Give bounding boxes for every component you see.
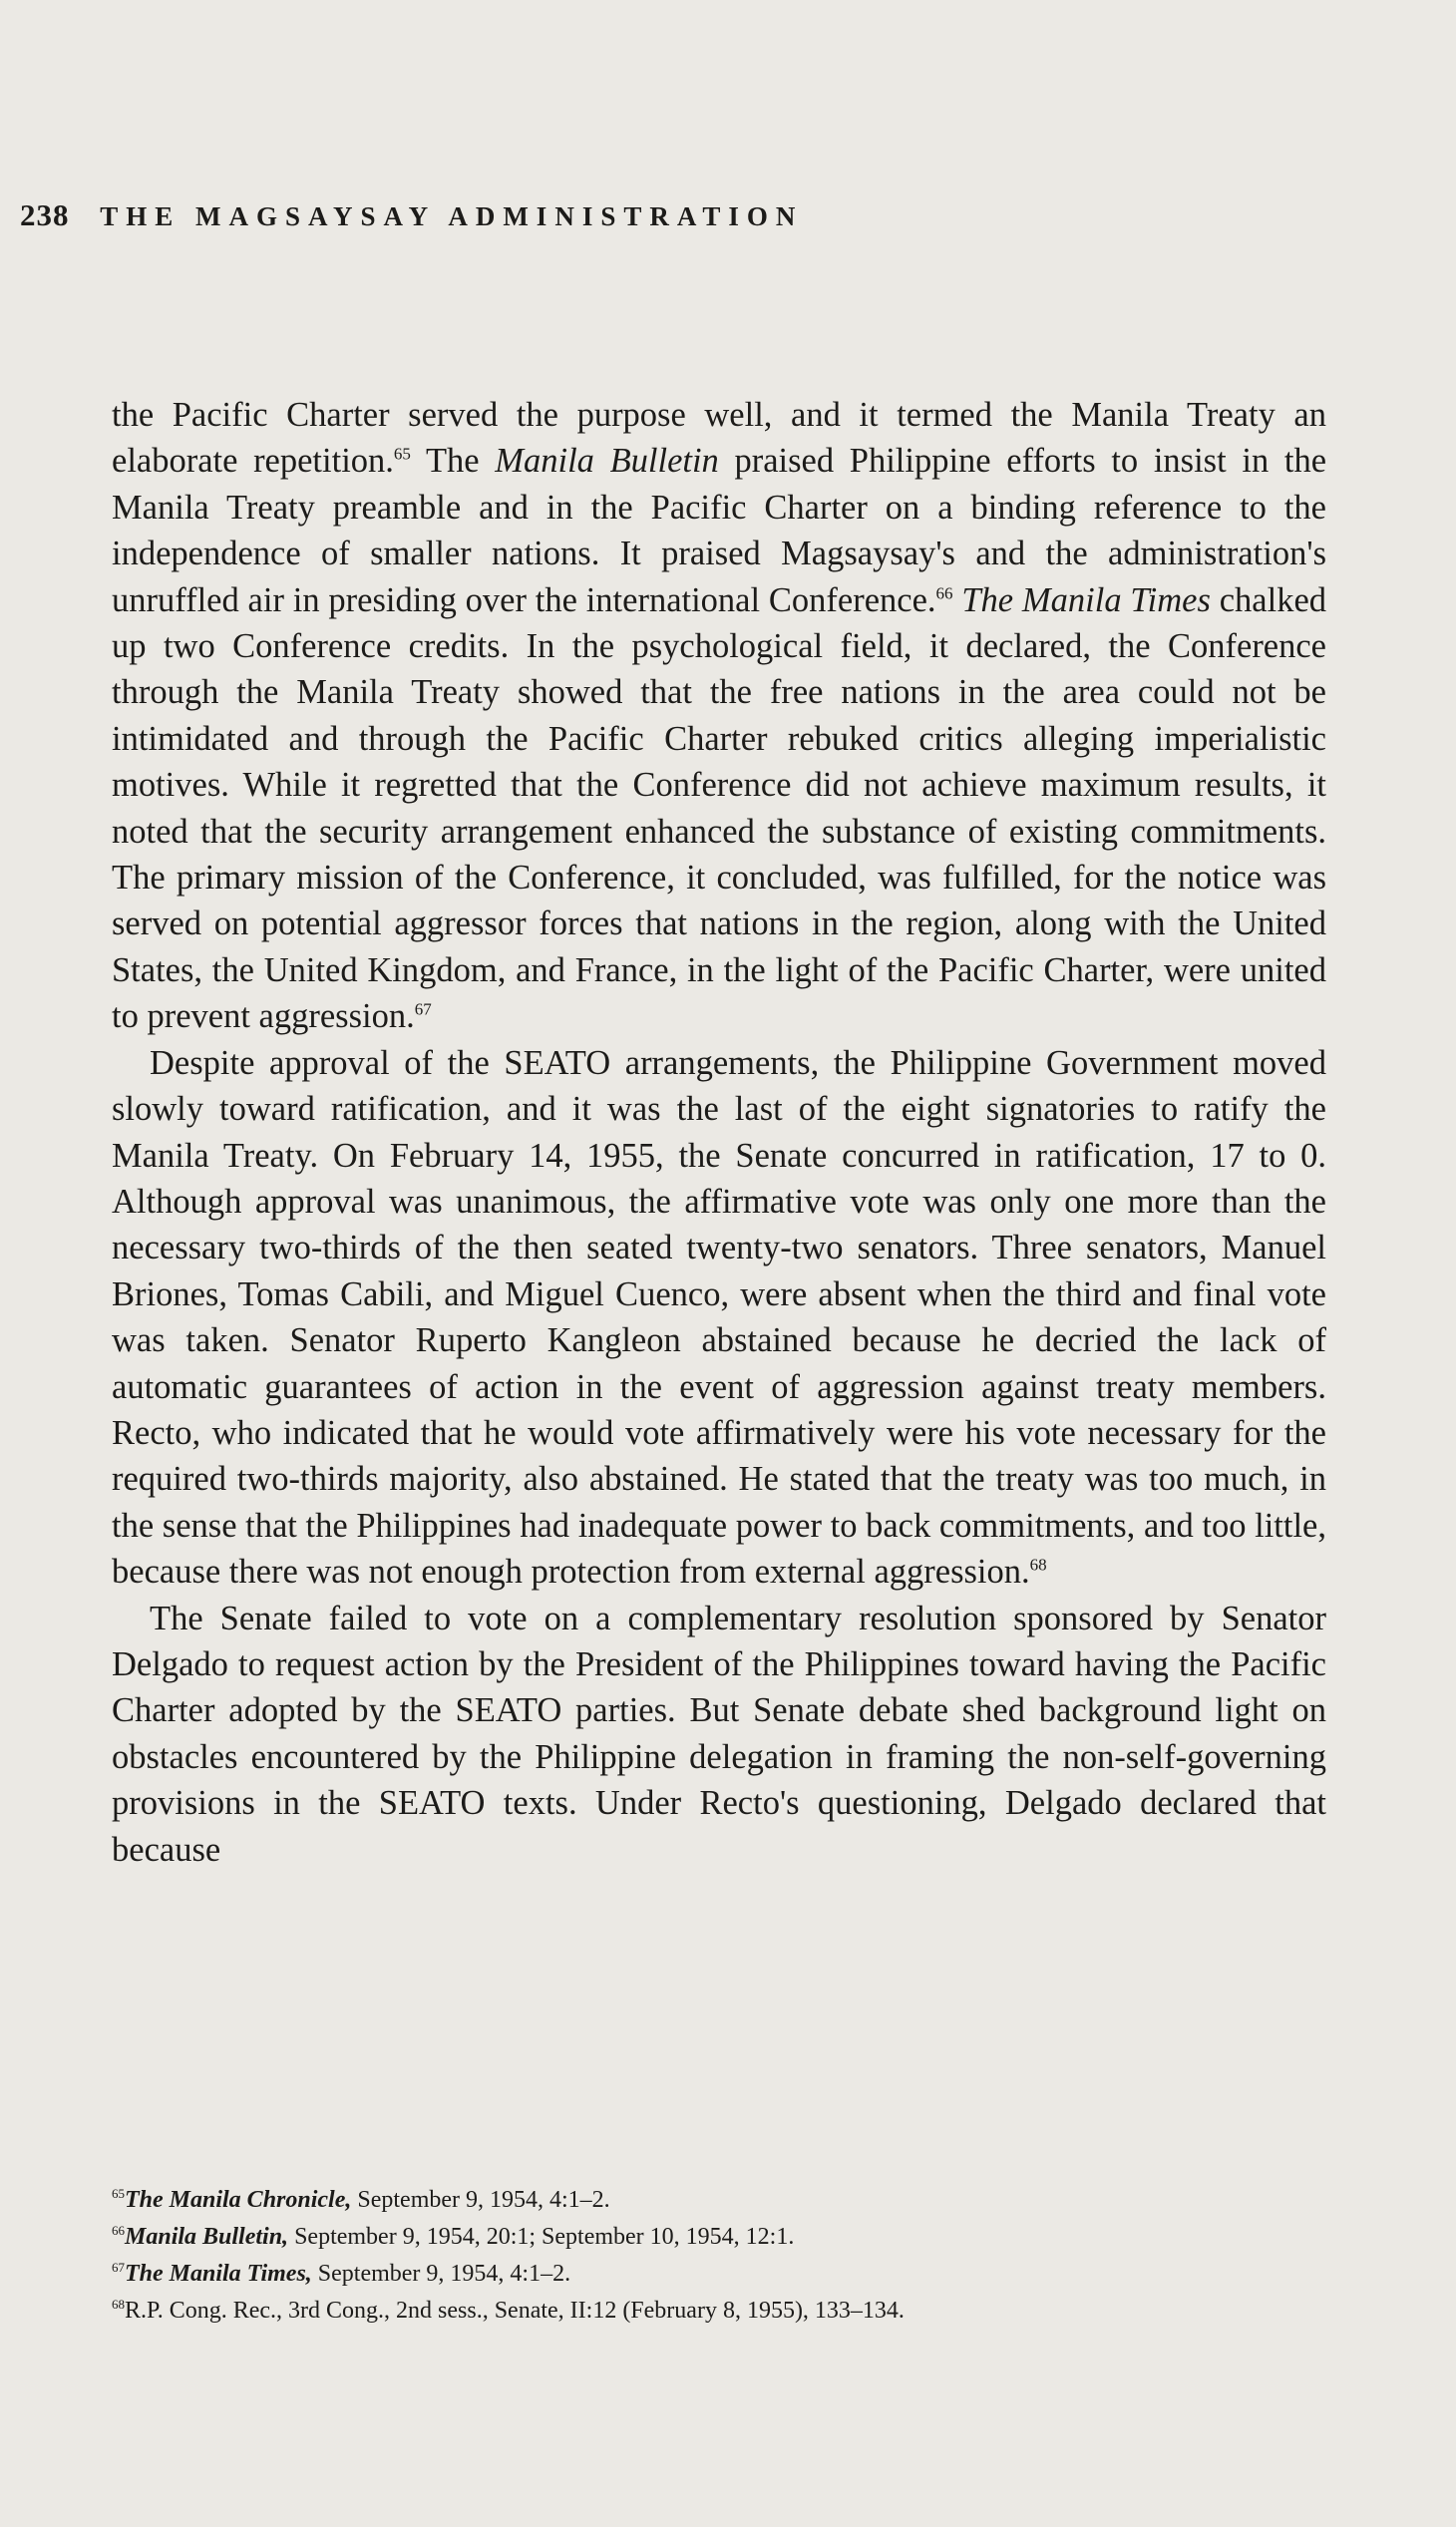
footnote [112, 2293, 1326, 2330]
footnote-source: The Manila Times, [125, 2261, 312, 2287]
footnotes [112, 2182, 1326, 2330]
paragraph-text: the Pacific Charter served the purpose well, and it termed the Manila Treaty an elaborate repetition. [112, 396, 1326, 481]
paragraph [112, 1040, 1326, 1596]
footnote [112, 2219, 1326, 2256]
footnote-ref: 65 [393, 444, 411, 464]
paragraph [112, 392, 1326, 1040]
paragraph [112, 1596, 1326, 1873]
paragraph-text: chalked up two Conference credits. In the psychological field, it declared, the Conference through the Manila Treaty showed that the free nations in the area could not be intimidated and through the Pacific Charter rebuked critics alleging imperialistic motives. While it regretted that the Conference did not achieve maximum results, it noted that the security arrangement enhanced the substance of existing commitments. The primary mission of the Conference, it concluded, was fulfilled, for the notice was served on potential aggressor forces that nations in the region, along with the United States, the United Kingdom, and France, in the light of the Pacific Charter, were united to prevent aggression. [112, 580, 1327, 1036]
footnote-number: 68 [112, 2297, 125, 2312]
footnote-text: R.P. Cong. Rec., 3rd Cong., 2nd sess., Senate, II:12 (February 8, 1955), 133–134. [125, 2298, 905, 2324]
footnote [112, 2182, 1326, 2219]
footnote-source: The Manila Chronicle, [125, 2187, 352, 2213]
footnote [112, 2256, 1326, 2293]
page-number: 238 [20, 197, 70, 232]
footnote-ref: 67 [414, 999, 432, 1019]
running-head: THE MAGSAYSAY ADMINISTRATION [100, 201, 804, 231]
paragraph-text: The [410, 442, 496, 481]
paragraph-text: Despite approval of the SEATO arrangements, the Philippine Government moved slowly toward ratification, and it was the last of the eight signatories to ratify the Manila Treaty. On February 14, 1955, the Senate concurred in ratification, 17 to 0. Although approval was unanimous, the affirmative vote was only one more than the necessary two-thirds of the then seated twenty-two senators. Three senators, Manuel Briones, Tomas Cabili, and Miguel Cuenco, were absent when the third and final vote was taken. Senator Ruperto Kangleon abstained because he decried the lack of automatic guarantees of action in the event of aggression against treaty members. Recto, who indicated that he would vote affirmatively were his vote necessary for the required two-thirds majority, also abstained. He stated that the treaty was too much, in the sense that the Philippines had inadequate power to back commitments, and too little, because there was not enough protection from external aggression. [112, 1043, 1326, 1592]
footnote-ref: 68 [1029, 1555, 1047, 1575]
footnote-text: September 9, 1954, 20:1; September 10, 1954, 12:1. [288, 2224, 795, 2250]
italic-title: Manila Bulletin [495, 442, 719, 481]
footnote-number: 66 [112, 2223, 125, 2238]
paragraph-text: The Senate failed to vote on a complementary resolution sponsored by Senator Delgado to request action by the President of the Philippines toward having the Pacific Charter adopted by the SEATO parties. But Senate debate shed background light on obstacles encountered by the Philippine delegation in framing the non-self-governing provisions in the SEATO texts. Under Recto's questioning, Delgado declared that because [112, 1599, 1326, 1869]
footnote-source: Manila Bulletin, [125, 2224, 289, 2250]
footnote-ref: 66 [935, 583, 953, 603]
paragraph-text: praised Philippine efforts to insist in the Manila Treaty preamble and in the Pacific Charter on a binding reference to the independence of smaller nations. It praised Magsaysay's and the administration's unruffled air in presiding over the international Conference. [112, 442, 1327, 619]
body-text [112, 392, 1326, 1873]
page-header [20, 197, 803, 233]
footnote-number: 67 [112, 2260, 125, 2275]
footnote-number: 65 [112, 2186, 125, 2201]
footnote-text: September 9, 1954, 4:1–2. [351, 2187, 610, 2213]
italic-title: The Manila Times [961, 580, 1211, 619]
footnote-text: September 9, 1954, 4:1–2. [311, 2261, 571, 2287]
